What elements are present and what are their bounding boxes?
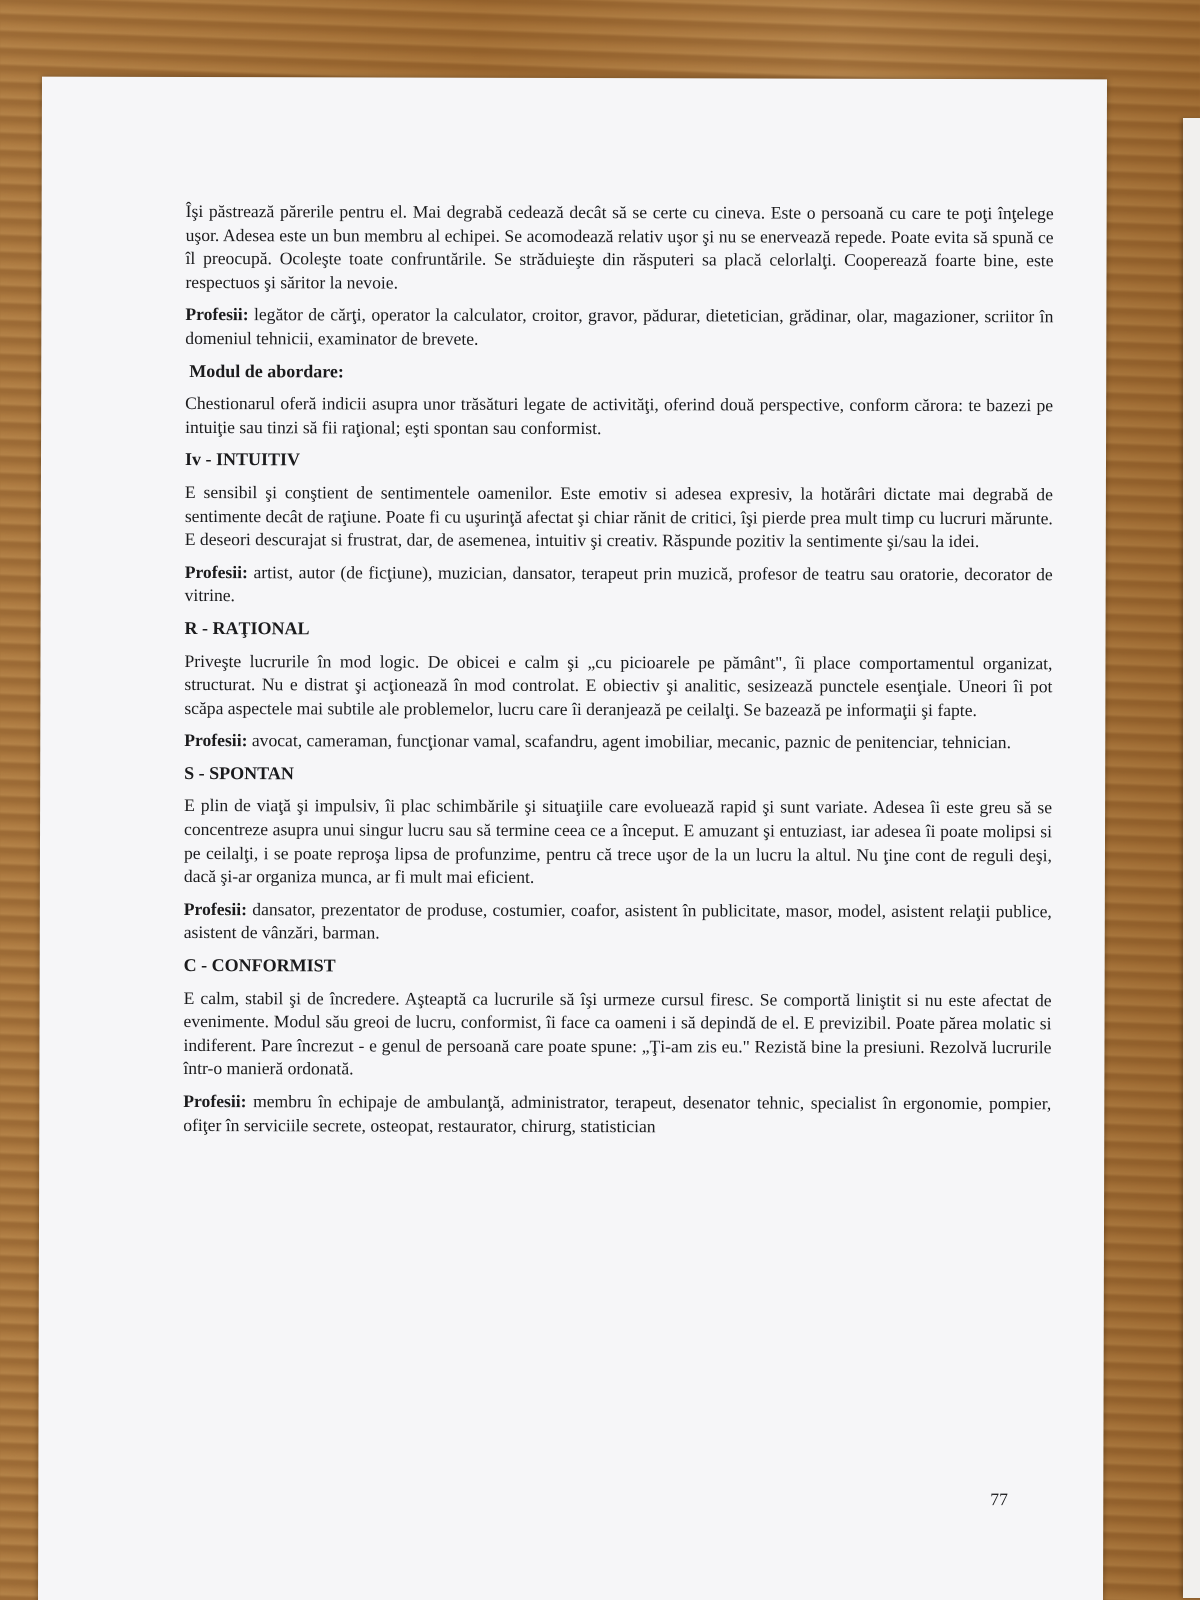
adjacent-sheet-edge: [1183, 118, 1200, 1598]
professions-list: membru în echipaje de ambulanţă, administrator, terapeut, desenator tehnic, specialist în ergonomie, pompier, ofiţer în serviciile secrete, osteopat, restaurator, chirurg, statistician: [183, 1091, 1052, 1136]
section-text-spontan: E plin de viaţă şi impulsiv, îi plac schimbările şi situaţiile care evoluează rapid şi sunt variate. Adesea îi este greu să se concentreze asupra unui singur lucru sau să termine ceea ce a început. E amuzant şi entuziast, iar adesea îi poate molipsi si pe ceilalţi, i se poate reproşa lipsa de profunzime, pentru că trece uşor de la un lucru la altul. Nu ţine cont de reguli deşi, dacă şi-ar organiza munca, ar fi mult mai eficient.: [183, 795, 1053, 888]
professions-label: Profesii:: [185, 304, 249, 325]
section-text-intuitiv: E sensibil şi conştient de sentimentele oamenilor. Este emotiv si adesea expresiv, la hotărâri dictate mai degrabă de sentimente decât de raţiune. Poate fi cu uşurinţă afectat şi chiar rănit de critici, îşi pierde prea mult timp cu lucruri mărunte. E deseori descurajat si frustrat, dar, de asemenea, intuitiv şi creativ. Răspunde pozitiv la sentimente şi/sau la idei.: [184, 481, 1053, 552]
page-number: 77: [990, 1489, 1008, 1510]
section-heading-intuitiv: Iv - INTUITIV: [184, 449, 301, 470]
section-text-rational: Priveşte lucrurile în mod logic. De obicei e calm şi „cu picioarele pe pământ", îi place comportamentul organizat, structurat. Nu e distrat şi acţionează în mod controlat. E obiectiv şi analitic, sesizează punctele esenţiale. Uneori îi pot scăpa aspectele mai subtile ale problemelor, lucru care îi deranjează pe ceilalţi. Se bazează pe informaţii şi fapte.: [184, 650, 1053, 720]
professions-list: artist, autor (de ficţiune), muzician, dansator, terapeut prin muzică, profesor de teatru sau oratorie, decorator de vitrine.: [184, 561, 1053, 606]
approach-heading: Modul de abordare:: [189, 360, 344, 381]
page-content: [183, 200, 1053, 1148]
section-professions-rational: [184, 729, 1052, 755]
intro-paragraph: Îşi păstrează părerile pentru el. Mai degrabă cedează decât să se certe cu cineva. Este o persoană cu care te poţi înţelege uşor. Adesea este un bun membru al echipei. Se acomodează relativ uşor şi nu se enervează repede. Poate evita să spună ce îl preocupă. Ocoleşte toate confruntările. Se străduieşte din răsputeri sa placă celorlalţi. Cooperează foarte bine, este respectuos şi săritor la nevoie.: [185, 200, 1054, 293]
section-heading-spontan: S - SPONTAN: [184, 762, 294, 784]
section-professions-conformist: [183, 1090, 1051, 1139]
intro-professions: [185, 303, 1053, 352]
section-heading-conformist: C - CONFORMIST: [183, 955, 336, 976]
section-professions-spontan: [184, 898, 1052, 947]
professions-label: Profesii:: [183, 1090, 247, 1112]
section-heading-rational: R - RAŢIONAL: [184, 617, 310, 639]
document-page: [38, 77, 1107, 1600]
professions-label: Profesii:: [184, 730, 248, 751]
professions-list: legător de cărţi, operator la calculator, croitor, gravor, pădurar, dietetician, grădinar, olar, magazioner, scriitor în domeniul tehnicii, examinator de brevete.: [185, 304, 1054, 349]
section-professions-intuitiv: [185, 561, 1053, 610]
professions-label: Profesii:: [183, 898, 248, 919]
approach-paragraph: Chestionarul oferă indicii asupra unor trăsături legate de activităţi, oferind două perspective, conform cărora: te bazezi pe intuiţie sau tinzi să fii raţional; eşti spontan sau conformist.: [185, 393, 1054, 438]
professions-list: avocat, cameraman, funcţionar vamal, scafandru, agent imobiliar, mecanic, paznic de penitenciar, tehnician.: [247, 730, 1012, 753]
professions-list: dansator, prezentator de produse, costumier, coafor, asistent în publicitate, masor, model, asistent relaţii publice, asistent de vânzări, barman.: [183, 898, 1052, 943]
section-text-conformist: E calm, stabil şi de încredere. Aşteaptă ca lucrurile să îşi urmeze cursul firesc. Se comportă liniştit si nu este afectat de evenimente. Modul său greoi de lucru, conformist, îi face ca oameni i să depindă de el. E previzibil. Poate părea molatic si indiferent. Pare încrezut - e genul de persoană care poate spune: „Ţi-am zis eu." Rezistă bine la presiuni. Rezolvă lucrurile într-o manieră ordonată.: [183, 987, 1052, 1079]
professions-label: Profesii:: [184, 561, 248, 582]
